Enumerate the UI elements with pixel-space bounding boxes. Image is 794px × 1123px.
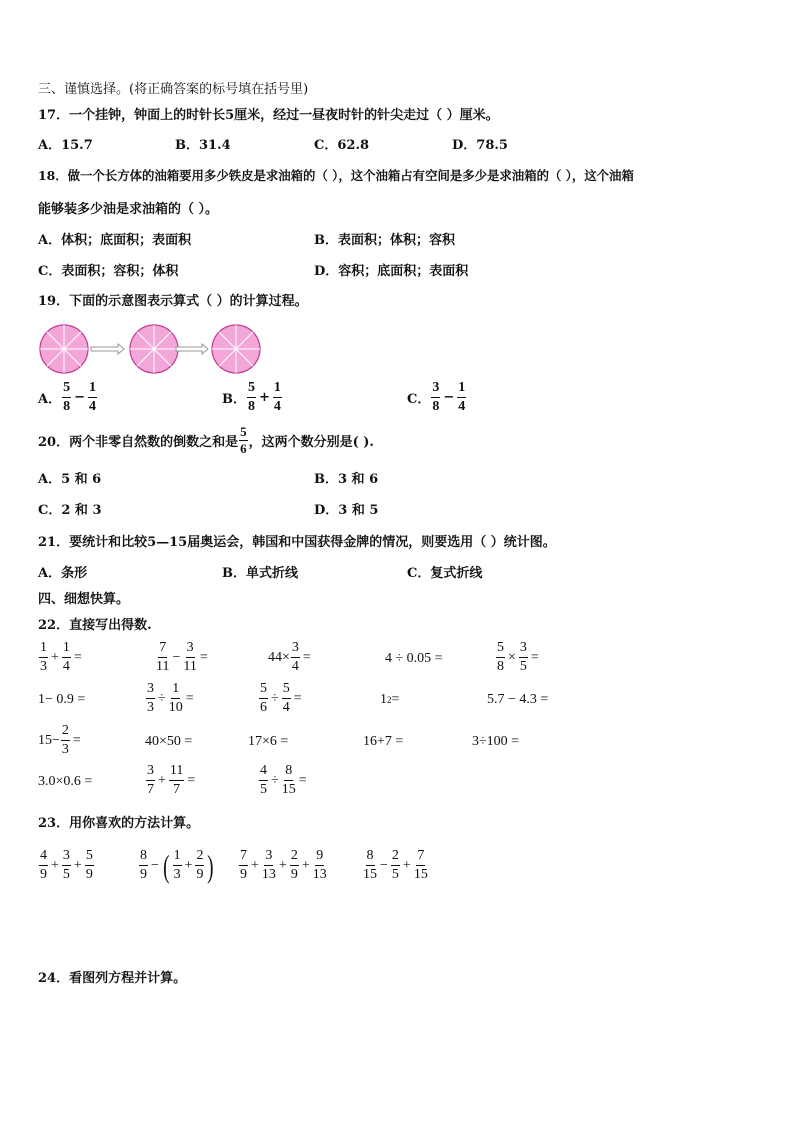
operator: + [51,649,59,665]
fraction: $\frac{5}{8}$ [497,640,504,674]
right-paren: ) [207,847,214,884]
calc-expression: 3÷100 = [472,734,520,749]
fraction: $\frac{3}{11}$ [183,640,197,674]
fraction: $\frac{8}{15}$ [363,848,377,882]
fraction: $\frac{2}{9}$ [290,848,298,882]
operator: + [278,857,287,873]
calc-expression [380,692,399,708]
q19-option-b-label: B． [222,392,246,407]
pie-circle-2 [130,325,178,373]
operator: + [402,857,411,873]
expression-text: = [391,692,400,707]
fraction: $\frac{5}{4}$ [282,681,290,715]
fraction: $\frac{2}{9}$ [196,848,204,882]
fraction: $\frac{3}{5}$ [62,848,70,882]
fraction: $\frac{5}{6}$ [260,681,267,715]
equals-sign: = [199,649,208,665]
fraction: $\frac{3}{4}$ [291,640,299,674]
fraction: $\frac{5}{8}$ [63,380,71,414]
q24-stem: 24．看图列方程并计算。 [38,971,187,986]
q17-stem: 17．一个挂钟，钟面上的时针长5厘米，经过一昼夜时针的针尖走过（ ）厘米。 [38,108,499,123]
calc-expression [268,640,313,675]
fraction: $\frac{1}{4}$ [273,380,281,414]
q21-option-a[interactable]: A．条形 [38,566,88,581]
operator: − [172,649,181,665]
calc-expression [258,763,309,798]
arrow-right-icon [176,344,208,354]
q23-stem: 23．用你喜欢的方法计算。 [38,816,200,831]
calc-expression: 40×50 = [145,734,193,749]
q17-option-a[interactable]: A．15.7 [38,138,93,153]
pie-circle-1 [40,325,88,373]
q19-stem: 19．下面的示意图表示算式（ ）的计算过程。 [38,294,308,309]
fraction: $\frac{9}{13}$ [312,848,327,882]
operator: ÷ [271,690,279,706]
q20-option-a[interactable]: A．5 和 6 [38,472,102,487]
fraction: $\frac{3}{7}$ [147,763,154,797]
arrow-right-icon [91,344,124,354]
q20-option-d[interactable]: D．3 和 5 [314,503,379,518]
operator: − [443,390,455,405]
q17-option-d[interactable]: D．78.5 [452,138,508,153]
equals-sign: = [298,772,307,788]
q21-option-b[interactable]: B．单式折线 [222,566,298,581]
fraction: $\frac{2}{5}$ [391,848,399,882]
operator: + [51,857,59,873]
q18-stem-line1: 18．做一个长方体的油箱要用多少铁皮是求油箱的（ ），这个油箱占有空间是多少是求油箱的（ ），这个油箱 [38,168,634,183]
fraction: $\frac{1}{10}$ [168,681,183,715]
calc-expression [145,763,197,798]
fraction: $\frac{3}{13}$ [261,848,276,882]
q18-option-a[interactable]: A．体积；底面积；表面积 [38,233,192,248]
expression-text: 15− [38,732,60,748]
calc-expression: 16+7 = [363,734,404,749]
operator: + [158,772,166,788]
operator: ÷ [158,690,166,706]
q19-option-c-label: C． [407,392,431,407]
equals-sign: = [185,690,194,706]
fraction-pie-diagram [36,320,266,378]
operator: ÷ [271,772,279,788]
fraction: $\frac{1}{4}$ [89,380,96,414]
equals-sign: = [293,690,302,706]
equals-sign: = [187,772,196,788]
operator: − [380,857,388,873]
q17-option-b[interactable]: B．31.4 [175,138,231,153]
expression-text: 44× [268,649,290,665]
operator: + [259,390,270,405]
fraction: $\frac{7}{15}$ [413,848,428,882]
calc-expression: 3.0×0.6 = [38,774,93,789]
calc-expression [155,640,210,675]
fraction: $\frac{11}{7}$ [169,763,184,797]
fraction: $\frac{2}{3}$ [61,723,69,757]
fraction: $\frac{1}{3}$ [40,640,47,674]
q18-stem-line2: 能够装多少油是求油箱的（ ）。 [38,202,219,217]
q19-option-c[interactable] [407,380,467,415]
left-paren: ( [163,847,170,884]
fraction: $\frac{7}{9}$ [240,848,247,882]
operator: − [151,857,159,873]
calc-expression [258,681,304,716]
calc-expression: 4 ÷ 0.05 = [385,651,443,666]
q22-stem: 22．直接写出得数. [38,618,152,633]
fraction: $\frac{5}{8}$ [248,380,255,414]
fraction: $\frac{4}{5}$ [260,763,267,797]
calc-expression [38,848,95,883]
equals-sign: = [73,649,82,665]
fraction: $\frac{5}{9}$ [85,848,93,882]
q19-option-a-label: A． [38,392,62,407]
base: 1 [380,692,387,707]
q20-option-b[interactable]: B．3 和 6 [314,472,379,487]
q18-option-d[interactable]: D．容积；底面积；表面积 [314,264,469,279]
fraction: $\frac{3}{8}$ [432,380,440,414]
calc-expression [362,848,429,883]
q19-option-b[interactable] [222,380,283,415]
q17-option-c[interactable]: C．62.8 [314,138,370,153]
fraction: $\frac{3}{5}$ [519,640,527,674]
q20-stem [38,425,374,456]
equals-sign: = [72,732,81,748]
calc-expression [145,681,196,716]
fraction: $\frac{8}{9}$ [140,848,147,882]
fraction: $\frac{8}{15}$ [281,763,296,797]
q21-stem: 21．要统计和比较5—15届奥运会，韩国和中国获得金牌的情况，则要选用（ ）统计图。 [38,535,556,550]
operator: − [74,390,85,405]
fraction: $\frac{1}{4}$ [458,380,466,414]
exponent: 2 [387,695,392,705]
section-3-title: 三、谨慎选择。(将正确答案的标号填在括号里) [38,82,309,97]
q19-option-a[interactable] [38,380,98,415]
operator: + [184,857,193,873]
operator: + [251,857,259,873]
calc-expression [38,723,83,758]
fraction: $\frac{1}{4}$ [62,640,70,674]
q20-stem-part-a: 20．两个非零自然数的倒数之和是 [38,435,239,450]
calc-expression [38,640,84,675]
equals-sign: = [530,649,539,665]
operator: + [301,857,310,873]
q20-stem-part-b: ，这两个数分别是( ). [248,435,374,450]
q21-option-c[interactable]: C．复式折线 [407,566,483,581]
fraction: $\frac{5}{6}$ [240,424,247,456]
calc-expression: 1− 0.9 = [38,692,86,707]
q18-option-c[interactable]: C．表面积；容积；体积 [38,264,179,279]
pie-circle-3 [212,325,260,373]
calc-expression [138,848,216,883]
calc-expression [238,848,328,883]
q20-option-c[interactable]: C．2 和 3 [38,503,102,518]
fraction: $\frac{7}{11}$ [156,640,170,674]
fraction: $\frac{1}{3}$ [173,848,181,882]
calc-expression: 17×6 = [248,734,289,749]
calc-expression: 5.7 − 4.3 = [487,692,549,707]
q18-option-b[interactable]: B．表面积；体积；容积 [314,233,455,248]
section-4-title: 四、细想快算。 [38,592,130,607]
equals-sign: = [302,649,311,665]
calc-expression [495,640,541,675]
operator: × [508,649,516,665]
fraction: $\frac{4}{9}$ [40,848,47,882]
fraction: $\frac{3}{3}$ [147,681,154,715]
operator: + [73,857,82,873]
